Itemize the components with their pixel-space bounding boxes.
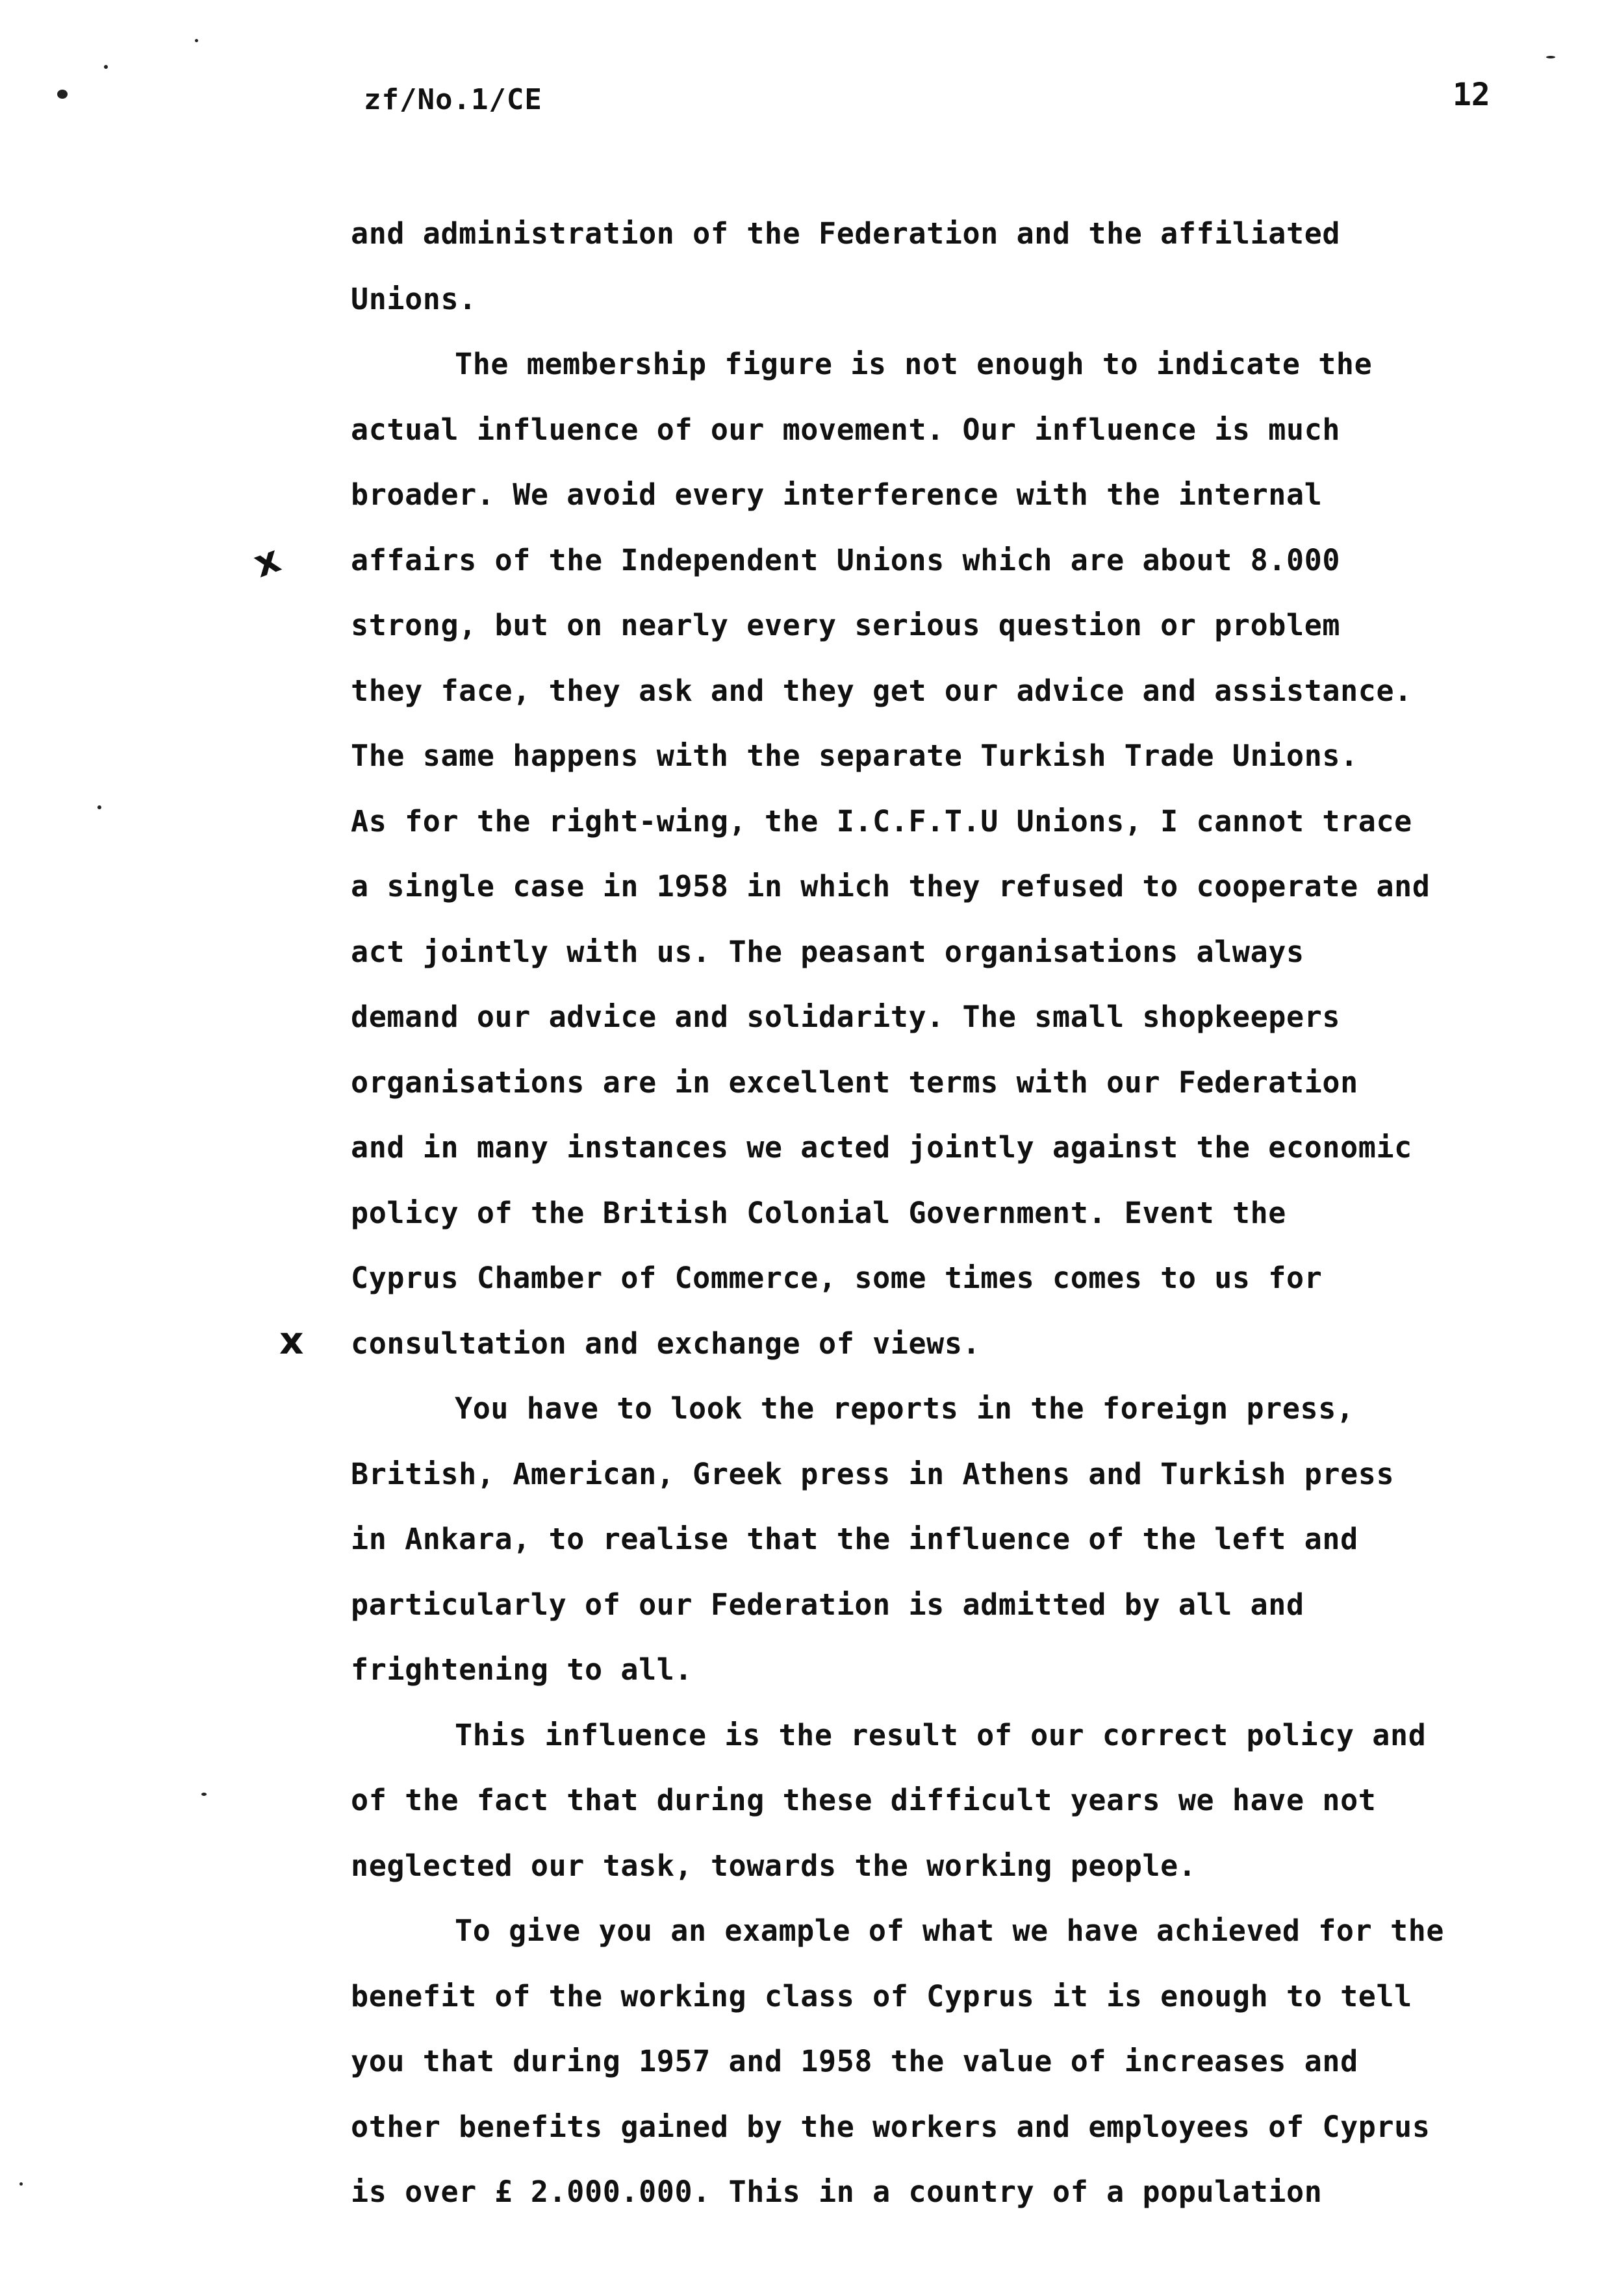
text-line-2: Unions. [351,281,477,316]
text-line-15: and in many instances we acted jointly against the economic [351,1130,1412,1165]
page-number: 12 [1453,77,1490,113]
text-line-31: is over £ 2.000.000. This in a country of a population [351,2175,1323,2209]
text-line-19: You have to look the reports in the foreign press, [455,1391,1354,1426]
text-line-22: particularly of our Federation is admitted by all and [351,1587,1304,1622]
body-text [351,201,1553,2225]
scan-speck [97,805,101,809]
text-line-29: you that during 1957 and 1958 the value of increases and [351,2044,1358,2078]
scan-speck [104,65,108,69]
text-line-4: actual influence of our movement. Our influence is much [351,412,1341,447]
text-line-8: they face, they ask and they get our advice and assistance. [351,673,1412,708]
scan-speck [195,39,198,42]
text-line-25: of the fact that during these difficult years we have not [351,1783,1377,1817]
text-line-3: The membership figure is not enough to indicate the [455,347,1373,381]
text-line-10: As for the right-wing, the I.C.F.T.U Unions, I cannot trace [351,803,1412,839]
text-line-16: policy of the British Colonial Government. Event the [351,1195,1286,1230]
text-line-11: a single case in 1958 in which they refused to cooperate and [351,869,1430,903]
text-line-7: strong, but on nearly every serious question or problem [351,608,1341,642]
text-line-17: Cyprus Chamber of Commerce, some times comes to us for [351,1261,1323,1295]
text-line-12: act jointly with us. The peasant organisations always [351,934,1304,969]
text-line-26: neglected our task, towards the working people. [351,1848,1197,1883]
scan-speck [201,1793,207,1796]
text-line-5: broader. We avoid every interference with the internal [351,477,1323,512]
text-line-9: The same happens with the separate Turkish Trade Unions. [351,738,1358,773]
text-line-20: British, American, Greek press in Athens and Turkish press [351,1456,1395,1491]
margin-mark-2: x [279,1318,304,1363]
document-reference: zf/No.1/CE [364,83,542,116]
text-line-28: benefit of the working class of Cyprus it is enough to tell [351,1978,1412,2013]
margin-mark-1: x [248,536,286,587]
scan-speck [19,2182,23,2186]
text-line-14: organisations are in excellent terms with our Federation [351,1065,1358,1100]
text-line-21: in Ankara, to realise that the influence of the left and [351,1522,1358,1556]
text-line-24: This influence is the result of our correct policy and [455,1717,1427,1752]
text-line-1: and administration of the Federation and the affiliated [351,216,1341,251]
text-line-27: To give you an example of what we have achieved for the [455,1913,1445,1948]
scan-speck [57,90,68,99]
text-line-30: other benefits gained by the workers and employees of Cyprus [351,2109,1430,2144]
text-line-6: affairs of the Independent Unions which are about 8.000 [351,542,1341,577]
text-line-18: consultation and exchange of views. [351,1326,981,1361]
text-line-13: demand our advice and solidarity. The small shopkeepers [351,1000,1341,1034]
scan-speck [1546,56,1555,58]
text-line-23: frightening to all. [351,1652,693,1687]
